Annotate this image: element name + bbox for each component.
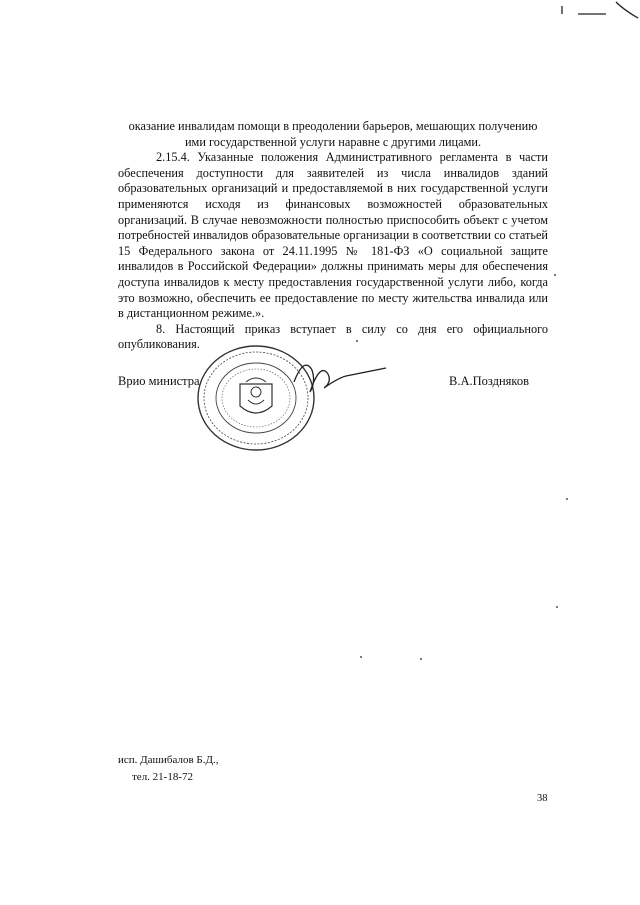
document-body: [118, 119, 548, 353]
signatory-position: Врио министра: [118, 374, 200, 388]
paragraph-barriers: оказание инвалидам помощи в преодолении барьеров, мешающих получению ими государственной услуги наравне с другими лицами.: [128, 119, 538, 149]
scan-speck: [566, 498, 568, 500]
page-number: 38: [537, 793, 548, 804]
scan-speck: [554, 274, 556, 276]
signatory-name: В.А.Поздняков: [449, 374, 529, 388]
scan-speck: [360, 656, 362, 658]
handwritten-signature: [290, 352, 390, 398]
executor-name: исп. Дашибалов Б.Д.,: [118, 754, 219, 766]
scan-corner-mark: [560, 0, 640, 22]
scan-speck: [556, 606, 558, 608]
executor-phone: тел. 21-18-72: [132, 771, 194, 783]
scan-speck: [356, 340, 358, 342]
paragraph-clause-2-15-4: 2.15.4. Указанные положения Административного регламента в части обеспечения доступности для заявителей из числа инвалидов зданий образовательных организаций и предоставляемой в них государственной услуги применяются исходя из финансовых возможностей образовательных организаций. В случае невозможности полностью приспособить объект с учетом потребностей инвалидов образовательные организации в соответствии со статьей 15 Федерального закона от 24.11.1995 № 181-ФЗ «О социальной защите инвалидов в Российской Федерации» должны принимать меры для обеспечения доступа инвалидов к месту предоставления государственной услуги либо, когда это возможно, обеспечить ее предоставление по месту жительства инвалида или в дистанционном режиме.».: [118, 150, 548, 321]
paragraph-clause-8: 8. Настоящий приказ вступает в силу со дня его официального опубликования.: [118, 321, 548, 352]
scan-speck: [420, 658, 422, 660]
executor-block: [118, 752, 218, 786]
